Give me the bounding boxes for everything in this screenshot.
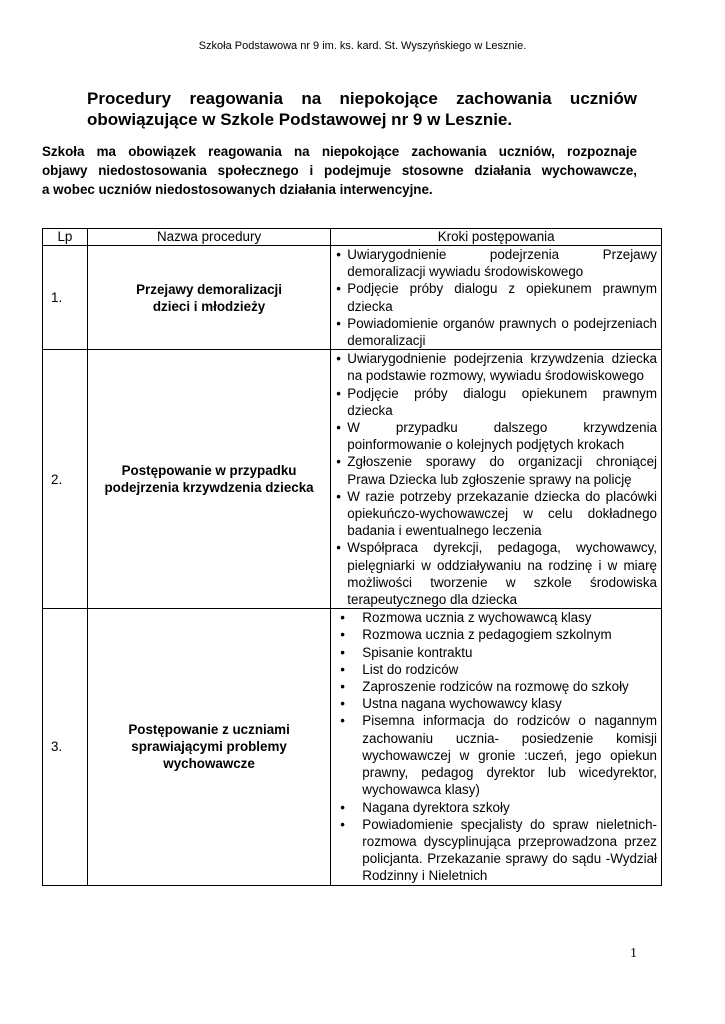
procedure-name: Postępowanie z uczniami sprawiającymi problemy wychowawcze <box>87 609 330 885</box>
list-item: • List do rodziców <box>334 661 657 678</box>
title-line-1: Procedury reagowania na niepokojące zachowania uczniów <box>87 89 637 108</box>
procedure-steps <box>331 246 662 350</box>
list-item: • Ustna nagana wychowawcy klasy <box>334 695 657 712</box>
list-item: • Spisanie kontraktu <box>334 644 657 661</box>
row-number: 1. <box>43 246 88 350</box>
page-number: 1 <box>630 946 637 961</box>
list-item: • Zgłoszenie sporawy do organizacji chroniącej Prawa Dziecka lub zgłoszenie sprawy na policję <box>334 453 657 487</box>
list-item: • Podjęcie próby dialogu opiekunem prawnym dziecka <box>334 385 657 419</box>
list-item: • Rozmowa ucznia z pedagogiem szkolnym <box>334 626 657 643</box>
list-item: • Powiadomienie specjalisty do spraw nieletnich- rozmowa dyscyplinująca przeprowadzona przez policjanta. Przekazanie sprawy do sądu -Wydział Rodzinny i Nieletnich <box>334 816 657 885</box>
row-number: 3. <box>43 609 88 885</box>
table-row <box>43 350 662 609</box>
page-header: Szkoła Podstawowa nr 9 im. ks. kard. St. Wyszyńskiego w Lesznie. <box>198 40 527 52</box>
list-item: • W razie potrzeby przekazanie dziecka do placówki opiekuńczo-wychowawczej w celu dokładnego badania i ewentualnego leczenia <box>334 488 657 540</box>
intro-line-3: a wobec uczniów niedostosowanych działania interwencyjne. <box>42 182 433 197</box>
steps-list <box>334 246 657 349</box>
list-item: • Współpraca dyrekcji, pedagoga, wychowawcy, pielęgniarki w oddziaływaniu na rodzinę i w miarę możliwości tworzenie w szkole środowiska terapeutycznego dla dziecka <box>334 539 657 608</box>
list-item: • W przypadku dalszego krzywdzenia poinformowanie o kolejnych podjętych krokach <box>334 419 657 453</box>
title-line-2: obowiązujące w Szkole Podstawowej nr 9 w Lesznie. <box>87 110 513 129</box>
column-header-lp: Lp <box>43 229 88 246</box>
intro-line-2: objawy niedostosowania społecznego i podejmuje stosowne działania wychowawcze, <box>42 163 637 178</box>
intro-paragraph <box>42 142 637 199</box>
row-number: 2. <box>43 350 88 609</box>
procedure-name: Przejawy demoralizacji dzieci i młodzieży <box>87 246 330 350</box>
list-item: • Rozmowa ucznia z wychowawcą klasy <box>334 609 657 626</box>
table-row <box>43 609 662 885</box>
list-item: • Podjęcie próby dialogu z opiekunem prawnym dziecka <box>334 280 657 314</box>
procedure-name: Postępowanie w przypadku podejrzenia krzywdzenia dziecka <box>87 350 330 609</box>
steps-list <box>334 350 657 608</box>
procedures-table <box>42 228 662 886</box>
list-item: • Zaproszenie rodziców na rozmowę do szkoły <box>334 678 657 695</box>
list-item: • Nagana dyrektora szkoły <box>334 799 657 816</box>
document-title <box>87 88 637 130</box>
table-header-row <box>43 229 662 246</box>
intro-line-1: Szkoła ma obowiązek reagowania na niepokojące zachowania uczniów, rozpoznaje <box>42 144 637 159</box>
procedure-steps <box>331 350 662 609</box>
list-item: • Pisemna informacja do rodziców o nagannym zachowaniu ucznia- posiedzenie komisji wychowawczej w gronie :uczeń, jego opiekun prawny, pedagog dyrektor lub wicedyrektor, wychowawca klasy) <box>334 712 657 798</box>
table-row <box>43 246 662 350</box>
procedure-steps <box>331 609 662 885</box>
steps-list <box>334 609 657 884</box>
column-header-steps: Kroki postępowania <box>331 229 662 246</box>
column-header-name: Nazwa procedury <box>87 229 330 246</box>
list-item: • Uwiarygodnienie podejrzenia krzywdzenia dziecka na podstawie rozmowy, wywiadu środowiskowego <box>334 350 657 384</box>
list-item: • Uwiarygodnienie podejrzenia Przejawy demoralizacji wywiadu środowiskowego <box>334 246 657 280</box>
list-item: • Powiadomienie organów prawnych o podejrzeniach demoralizacji <box>334 315 657 349</box>
